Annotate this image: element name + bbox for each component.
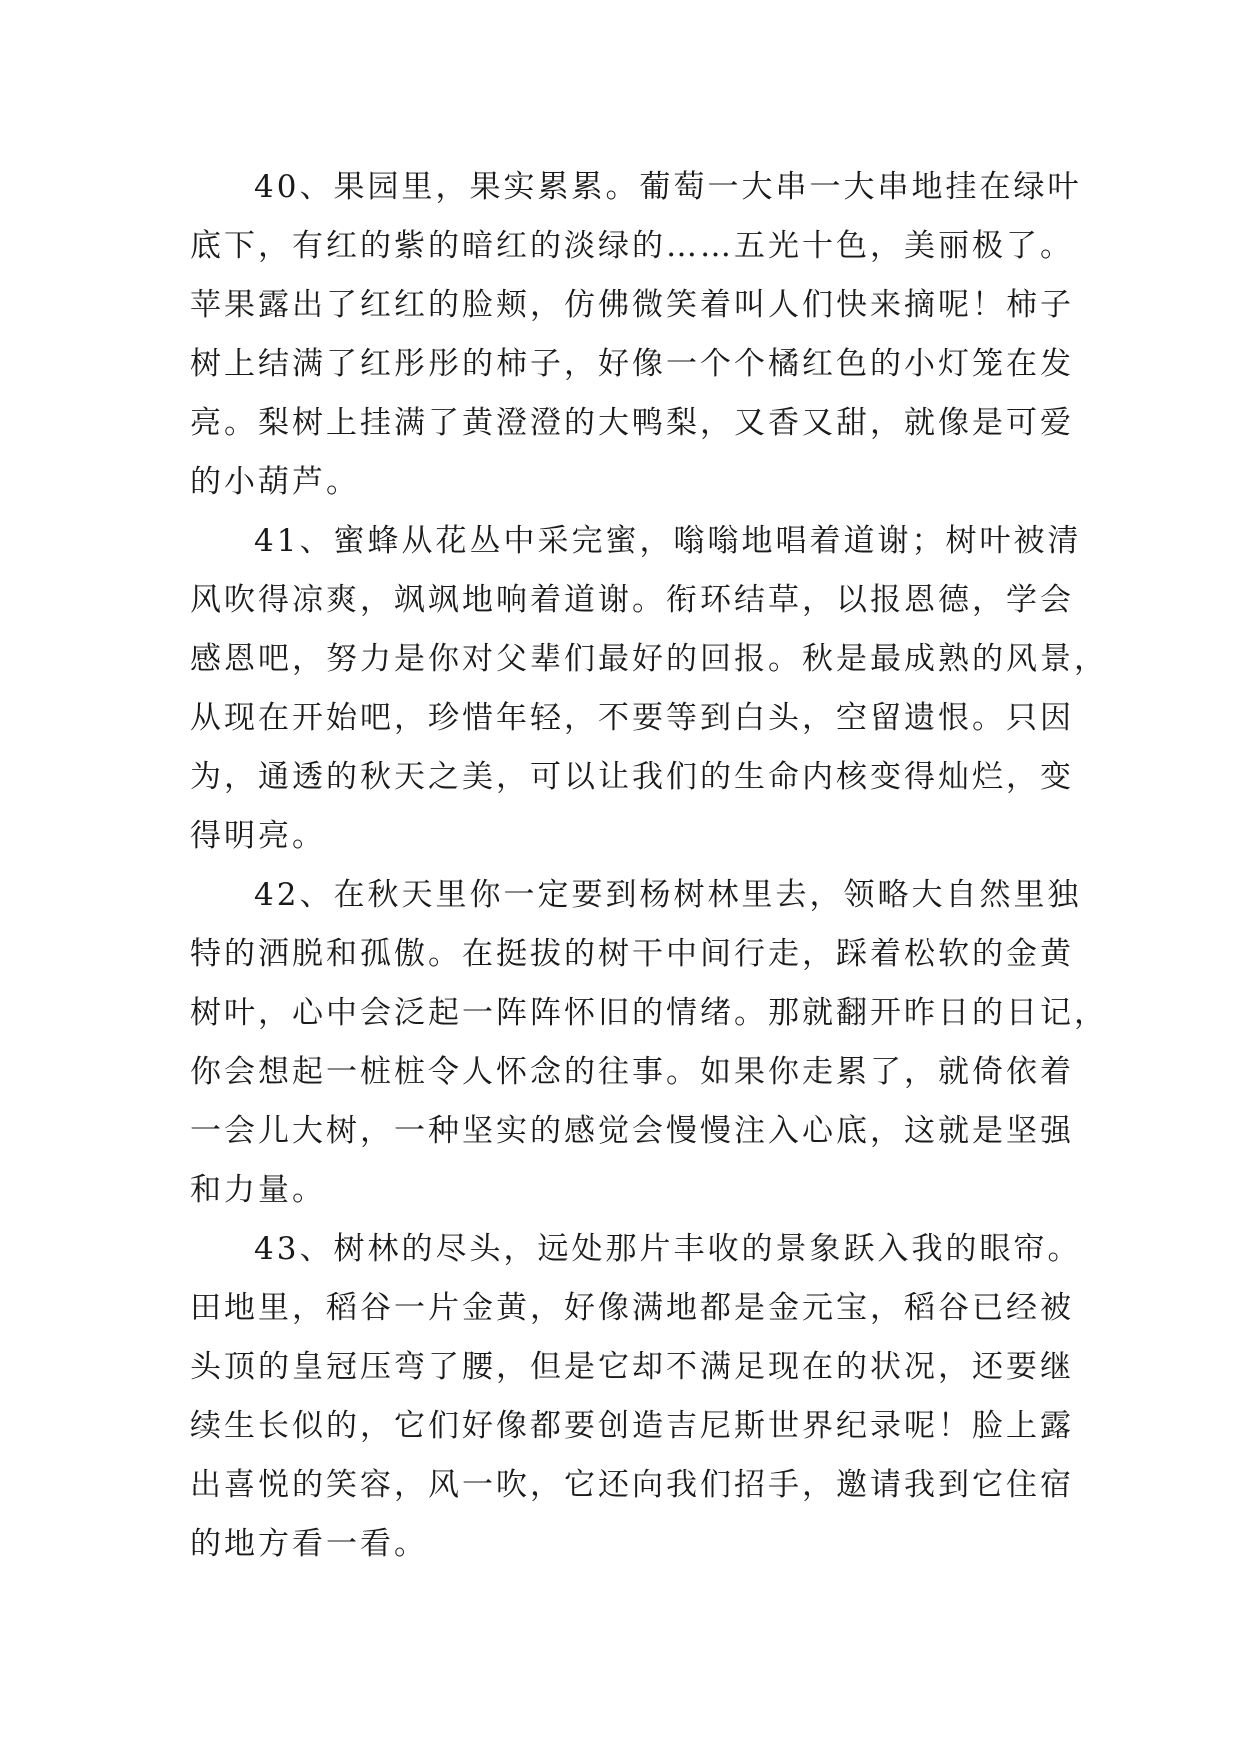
text-line: 树上结满了红彤彤的柿子，好像一个个橘红色的小灯笼在发 [190, 346, 1074, 382]
text-line: 感恩吧，努力是你对父辈们最好的回报。秋是最成熟的风景， [190, 641, 1108, 677]
text-line: 42、在秋天里你一定要到杨树林里去，领略大自然里独 [254, 877, 1082, 913]
text-line: 亮。梨树上挂满了黄澄澄的大鸭梨，又香又甜，就像是可爱 [190, 405, 1074, 441]
text-line: 苹果露出了红红的脸颊，仿佛微笑着叫人们快来摘呢！柿子 [190, 287, 1074, 323]
paragraph-40 [190, 158, 1082, 512]
text-line: 的小葫芦。 [190, 464, 360, 500]
paragraph-42 [190, 866, 1108, 1220]
text-line: 从现在开始吧，珍惜年轻，不要等到白头，空留遗恨。只因 [190, 700, 1074, 736]
document-body [190, 158, 1108, 1574]
text-line: 43、树林的尽头，远处那片丰收的景象跃入我的眼帘。 [254, 1231, 1082, 1267]
text-line: 风吹得凉爽，飒飒地响着道谢。衔环结草，以报恩德，学会 [190, 582, 1074, 618]
paragraph-43 [190, 1220, 1082, 1574]
text-line: 40、果园里，果实累累。葡萄一大串一大串地挂在绿叶 [254, 169, 1082, 205]
text-line: 特的洒脱和孤傲。在挺拔的树干中间行走，踩着松软的金黄 [190, 936, 1074, 972]
text-line: 出喜悦的笑容，风一吹，它还向我们招手，邀请我到它住宿 [190, 1467, 1074, 1503]
text-line: 你会想起一桩桩令人怀念的往事。如果你走累了，就倚依着 [190, 1054, 1074, 1090]
text-line: 树叶，心中会泛起一阵阵怀旧的情绪。那就翻开昨日的日记， [190, 995, 1108, 1031]
text-line: 一会儿大树，一种坚实的感觉会慢慢注入心底，这就是坚强 [190, 1113, 1074, 1149]
text-line: 为，通透的秋天之美，可以让我们的生命内核变得灿烂，变 [190, 759, 1074, 795]
text-line: 得明亮。 [190, 818, 326, 854]
paragraph-41 [190, 512, 1108, 866]
text-line: 头顶的皇冠压弯了腰，但是它却不满足现在的状况，还要继 [190, 1349, 1074, 1385]
text-line: 田地里，稻谷一片金黄，好像满地都是金元宝，稻谷已经被 [190, 1290, 1074, 1326]
text-line: 续生长似的，它们好像都要创造吉尼斯世界纪录呢！脸上露 [190, 1408, 1074, 1444]
text-line: 的地方看一看。 [190, 1526, 428, 1562]
text-line: 41、蜜蜂从花丛中采完蜜，嗡嗡地唱着道谢；树叶被清 [254, 523, 1082, 559]
text-line: 底下，有红的紫的暗红的淡绿的……五光十色，美丽极了。 [190, 228, 1074, 264]
text-line: 和力量。 [190, 1172, 326, 1208]
